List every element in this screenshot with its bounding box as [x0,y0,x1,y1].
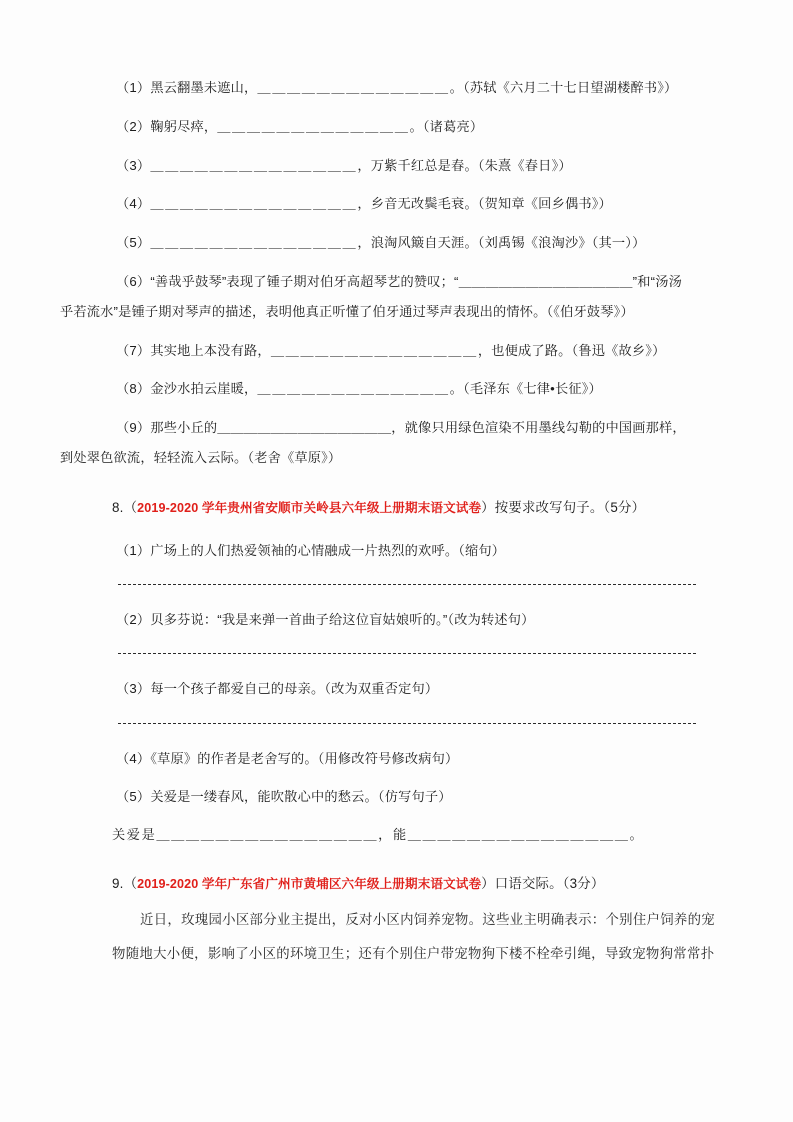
poem-item-7 [60,341,733,361]
poem-item-4-source: （贺知章《回乡偶书》） [477,196,612,212]
q8-subitem-2-type: （改为转述句） [447,612,535,628]
spacer [60,360,733,379]
poem-item-4-blank[interactable]: ＿＿＿＿＿＿＿＿＿＿＿＿＿＿ [150,196,358,212]
q9-paragraph [60,903,733,970]
question-9-header [60,874,733,893]
spacer [60,586,733,610]
q8-subitem-3-type: （改为双重否定句） [324,681,439,697]
poem-item-4 [60,194,733,214]
spacer [60,137,733,156]
spacer [60,98,733,117]
spacer [60,322,733,341]
q8-subitem-1-num: （1） [116,543,151,559]
poem-item-5-blank[interactable]: ＿＿＿＿＿＿＿＿＿＿＿＿＿＿ [150,235,358,251]
poem-item-7-num: （7） [116,342,151,358]
poem-item-8 [60,379,733,399]
poem-item-3-tail: ，万紫千红总是春。 [357,157,478,173]
spacer [60,699,733,723]
q8-answer-prompt[interactable]: 关爱是＿＿＿＿＿＿＿＿＿＿＿＿＿＿＿，能＿＿＿＿＿＿＿＿＿＿＿＿＿＿＿。 [112,826,645,842]
poem-item-1-text: 黑云翻墨未遮山， [150,80,258,95]
poem-item-6-text-line1: “善哉乎鼓琴”表现了锺子期对伯牙高超琴艺的赞叹；“＿＿＿＿＿＿＿＿＿＿＿＿＿”和“汤汤 [150,273,682,289]
poem-item-2-blank[interactable]: ＿＿＿＿＿＿＿＿＿＿＿＿＿ [217,118,410,134]
q8-subitem-5-num: （5） [116,788,151,804]
q8-subitem-5-type: （仿写句子） [377,788,452,804]
poem-item-8-blank[interactable]: ＿＿＿＿＿＿＿＿＿＿＿＿＿ [257,381,450,397]
question-8-score: （5分） [603,499,646,515]
poem-item-3-blank[interactable]: ＿＿＿＿＿＿＿＿＿＿＿＿＿＿ [150,157,358,173]
poem-item-1-num: （1） [116,80,151,95]
spacer [60,517,733,541]
page-content [60,78,733,971]
q8-subitem-1-type: （缩句） [458,543,506,559]
spacer [60,806,733,825]
poem-item-2-source: （诸葛亮） [422,118,484,134]
q9-paragraph-line2: 物随地大小便，影响了小区的环境卫生；还有个别住户带宠物狗下楼不栓牵引绳，导致宠物狗常常扑 [112,946,715,961]
q8-subitem-2-text: 贝多芬说：“我是来弹一首曲子给这位盲姑娘听的。” [150,612,448,628]
q8-subitem-3-text: 每一个孩子都爱自己的母亲。 [150,681,325,697]
poem-item-3-source: （朱熹《春日》） [477,157,572,173]
q8-subitem-4 [60,749,733,768]
poem-item-7-text: 其实地上本没有路， [150,342,271,358]
poem-item-5-tail: ，浪淘风簸自天涯。 [357,235,478,251]
poem-item-3 [60,156,733,176]
question-9-source-label: 2019-2020 学年广东省广州市黄埔区六年级上册期末语文试卷 [137,877,482,892]
spacer [60,214,733,233]
q9-paragraph-line1: 近日，玫瑰园小区部分业主提出，反对小区内饲养宠物。这些业主明确表示：个别住户饲养的宠 [140,912,716,928]
question-9-paren-close: ） [481,876,495,892]
q8-subitem-1-text: 广场上的人们热爱领袖的心情融成一片热烈的欢呼。 [150,543,459,559]
question-8-header [60,498,733,517]
poem-item-6-num: （6） [116,273,151,289]
poem-item-1-tail: 。 [449,80,464,95]
question-9-number: 9. [112,876,124,892]
poem-item-2 [60,117,733,137]
poem-item-7-tail: ，也便成了路。 [477,342,572,358]
poem-item-4-tail: ，乡音无改鬓毛衰。 [357,196,478,212]
q8-subitem-2 [60,610,733,629]
question-8-paren-close: ） [481,499,495,515]
question-8-instruction: 按要求改写句子。 [494,499,604,515]
poem-item-8-source: （毛泽东《七律•长征》） [463,381,602,397]
poem-item-2-num: （2） [116,118,151,134]
question-9-paren-open: （ [123,876,138,892]
spacer [60,844,733,874]
q8-subitem-5 [60,787,733,806]
poem-item-7-source: （鲁迅《故乡》） [571,342,666,358]
q8-subitem-2-num: （2） [116,612,151,628]
q8-subitem-3-num: （3） [116,681,151,697]
q8-subitem-4-text: 《草原》的作者是老舍写的。 [150,750,318,766]
poem-item-5-num: （5） [116,235,151,251]
question-9-score: （3分） [562,876,605,892]
q8-subitem-4-num: （4） [116,750,151,766]
q8-subitem-3 [60,679,733,698]
poem-item-6-line1 [60,272,733,292]
poem-item-3-num: （3） [116,157,151,173]
poem-item-7-blank[interactable]: ＿＿＿＿＿＿＿＿＿＿＿＿＿＿ [270,342,478,358]
poem-item-5-source: （刘禹锡《浪淘沙》（其一）） [477,235,646,251]
q8-subitem-4-type: （用修改符号修改病句） [317,750,459,766]
poem-item-2-text: 鞠躬尽瘁， [150,118,218,134]
spacer [60,253,733,272]
poem-item-5 [60,233,733,253]
poem-item-4-num: （4） [116,196,151,212]
poem-item-1-blank[interactable]: ＿＿＿＿＿＿＿＿＿＿＿＿＿ [257,80,450,95]
poem-item-8-num: （8） [116,381,151,397]
spacer [60,292,733,302]
question-8-source-label: 2019-2020 学年贵州省安顺市关岭县六年级上册期末语文试卷 [137,500,482,515]
poem-item-9-text-line1: 那些小丘的＿＿＿＿＿＿＿＿＿＿＿＿＿，就像只用绿色渲染不用墨线勾勒的中国画那样， [150,420,686,436]
poem-item-6-line2: 乎若流水”是锺子期对琴声的描述，表明他真正听懂了伯牙通过琴声表现出的情怀。（《伯牙鼓琴》） [60,303,634,319]
question-8-paren-open: （ [123,499,138,515]
spacer [60,725,733,749]
spacer [60,399,733,418]
spacer [60,768,733,787]
q8-subitem-5-text: 关爱是一缕春风，能吹散心中的愁云。 [150,788,378,804]
spacer [60,629,733,653]
spacer [60,560,733,584]
spacer [60,438,733,448]
poem-item-8-tail: 。 [449,381,464,397]
spacer [60,175,733,194]
spacer [60,655,733,679]
poem-item-9-line1 [60,418,733,438]
q8-subitem-1 [60,541,733,560]
spacer [60,893,733,903]
question-9-instruction: 口语交际。 [494,876,563,892]
poem-item-8-text: 金沙水拍云崖暖， [150,381,258,397]
poem-item-1-source: （苏轼《六月二十七日望湖楼醉书》） [463,80,678,95]
poem-item-9-num: （9） [116,420,151,436]
poem-item-9-line2: 到处翠色欲流，轻轻流入云际。（老舍《草原》） [60,449,342,465]
question-8-number: 8. [112,499,124,515]
spacer [60,468,733,498]
poem-item-1 [60,78,733,98]
poem-item-2-tail: 。 [409,118,423,134]
